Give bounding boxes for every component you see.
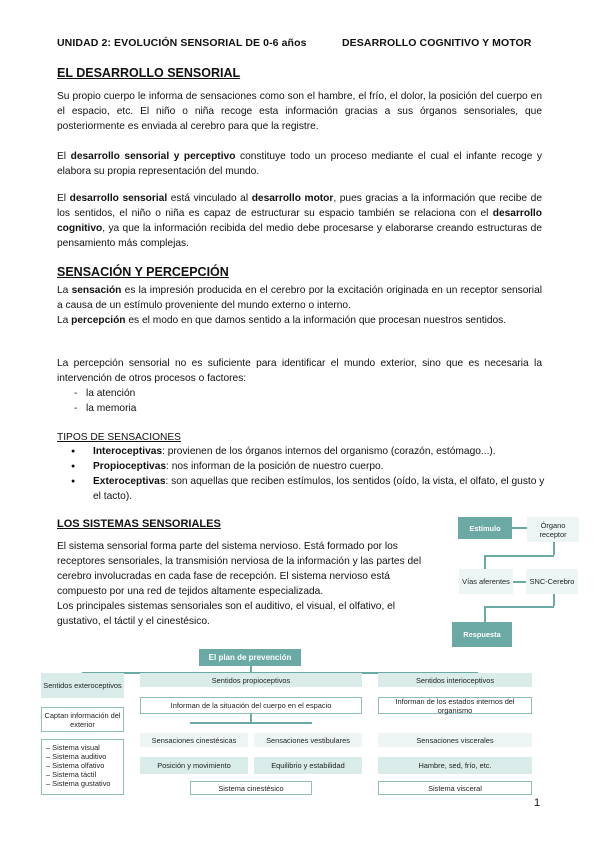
header-unit: UNIDAD 2: EVOLUCIÓN SENSORIAL DE 0-6 años xyxy=(57,37,307,49)
paragraph: La percepción sensorial no es suficiente para identificar el mundo exterior, sino que es necesaria la intervención de otros procesos o factores: xyxy=(57,358,542,384)
list-item: - la atención xyxy=(57,386,136,401)
paragraph: El sistema sensorial forma parte del sistema nervioso. Está formado por los receptores sensoriales, la transmisión nerviosa de la información y las partes del cerebro involucradas en cada fase de recepción. El sistema nervioso está compuesto por una red de tejidos altamente especializada. xyxy=(57,541,422,597)
factors-list xyxy=(57,386,136,416)
list-item: – Sistema táctil xyxy=(46,770,97,779)
connector xyxy=(484,555,486,569)
col2-head: Sentidos propioceptivos xyxy=(140,673,362,687)
col3-visceral-detail: Hambre, sed, frío, etc. xyxy=(378,757,532,774)
col3-head: Sentidos interioceptivos xyxy=(378,673,532,687)
col3-info: Informan de los estados internos del organismo xyxy=(378,697,532,714)
section-title-sistemas: LOS SISTEMAS SENSORIALES xyxy=(57,518,221,530)
connector xyxy=(484,606,486,622)
paragraph: La sensación es la impresión producida en el cerebro por la excitación originada en un receptor sensorial a causa de un estímulo proveniente del mundo externo o interno. xyxy=(57,285,543,311)
col3-system: Sistema visceral xyxy=(378,781,532,795)
col2-vestibular: Sensaciones vestibulares xyxy=(254,733,362,747)
col2-kinesthetic-detail: Posición y movimiento xyxy=(140,757,248,774)
flow-stimulus: Estímulo xyxy=(458,517,512,539)
list-item: – Sistema visual xyxy=(46,743,100,752)
list-item: – Sistema gustativo xyxy=(46,779,111,788)
connector xyxy=(512,527,527,529)
diagram-root: El plan de prevención xyxy=(199,649,301,666)
paragraph: La percepción es el modo en que damos sentido a la información que procesan nuestros sentidos. xyxy=(57,315,507,326)
header-subject: DESARROLLO COGNITIVO Y MOTOR xyxy=(342,37,532,49)
flow-response: Respuesta xyxy=(452,622,512,647)
page-number: 1 xyxy=(534,797,541,809)
col2-vestibular-detail: Equilibrio y estabilidad xyxy=(254,757,362,774)
connector xyxy=(553,594,555,606)
paragraph: Los principales sistemas sensoriales son el auditivo, el visual, el olfativo, el gustativo, el táctil y el cinestésico. xyxy=(57,601,396,627)
types-title: TIPOS DE SENSACIONES xyxy=(57,432,181,443)
list-item: ● Propioceptivas: nos informan de la posición de nuestro cuerpo. xyxy=(57,459,547,474)
flow-receptor: Órgano receptor xyxy=(527,517,579,542)
col2-kinesthetic: Sensaciones cinestésicas xyxy=(140,733,248,747)
flow-pathways: Vías aferentes xyxy=(459,569,513,594)
col1-head: Sentidos exteroceptivos xyxy=(41,673,124,698)
list-item: - la memoria xyxy=(57,401,136,416)
col2-system: Sistema cinestésico xyxy=(190,781,312,795)
connector xyxy=(553,542,555,555)
section-title-desarrollo: EL DESARROLLO SENSORIAL xyxy=(57,66,241,80)
col1-list xyxy=(41,739,124,795)
list-item: ● Exteroceptivas: son aquellas que reciben estímulos, los sentidos (oído, la vista, el olfato, el gusto y el tacto). xyxy=(57,474,547,504)
connector xyxy=(484,555,554,557)
paragraph: El desarrollo sensorial está vinculado al desarrollo motor, pues gracias a la información que recibe de los sentidos, el niño o niña es capaz de estructurar su espacio también se relaciona con el desarrollo cognitivo, ya que la información recibida del medio debe procesarse y elaborarse creando estructuras de pensamiento más complejas. xyxy=(57,193,542,249)
connector xyxy=(190,722,312,724)
paragraph: Su propio cuerpo le informa de sensaciones como son el hambre, el frío, el dolor, la posición del cuerpo en el espacio, etc. El niño o niña recoge esta información gracias a sus órganos sensoriales, que posteriormente es enviada al cerebro para que la registre. xyxy=(57,91,542,132)
col1-info: Captan información del exterior xyxy=(41,707,124,732)
types-list xyxy=(57,444,547,504)
col2-info: Informan de la situación del cuerpo en el espacio xyxy=(140,697,362,714)
flow-snc: SNC-Cerebro xyxy=(526,569,578,594)
list-item: – Sistema olfativo xyxy=(46,761,105,770)
col3-visceral: Sensaciones viscerales xyxy=(378,733,532,747)
paragraph: El desarrollo sensorial y perceptivo constituye todo un proceso mediante el cual el infante recoge y elabora su propia representación del mundo. xyxy=(57,151,543,177)
connector xyxy=(513,581,526,583)
section-title-sensacion: SENSACIÓN Y PERCEPCIÓN xyxy=(57,265,229,279)
connector xyxy=(484,606,554,608)
list-item: – Sistema auditivo xyxy=(46,752,107,761)
connector xyxy=(250,714,252,722)
list-item: ● Interoceptivas: provienen de los órganos internos del organismo (corazón, estómago...). xyxy=(57,444,547,459)
